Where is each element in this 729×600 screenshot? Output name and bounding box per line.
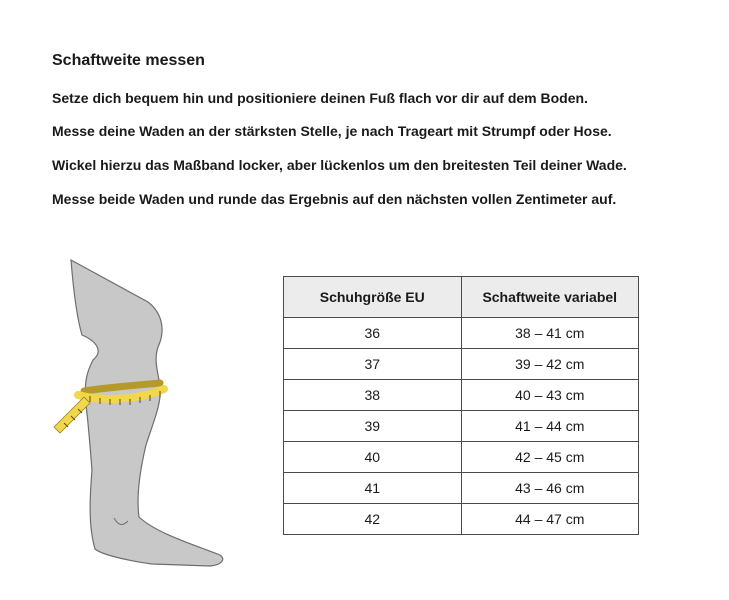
cell-shoe-size: 36 [284,318,462,349]
table-header-row [284,277,639,318]
header-shoe-size: Schuhgröße EU [284,277,462,318]
instruction-sit: Setze dich bequem hin und positioniere deinen Fuß flach vor dir auf dem Boden. [52,90,588,106]
header-shaft-width: Schaftweite variabel [461,277,639,318]
cell-shaft-width: 44 – 47 cm [461,504,639,535]
table-row [284,504,639,535]
page-title: Schaftweite messen [52,52,205,69]
table-row [284,442,639,473]
instruction-wrap-tape: Wickel hierzu das Maßband locker, aber lückenlos um den breitesten Teil deiner Wade. [52,157,627,173]
cell-shoe-size: 40 [284,442,462,473]
leg-silhouette [71,260,223,566]
cell-shaft-width: 38 – 41 cm [461,318,639,349]
cell-shaft-width: 42 – 45 cm [461,442,639,473]
table-row [284,473,639,504]
measuring-tape-end [54,397,90,433]
cell-shaft-width: 41 – 44 cm [461,411,639,442]
cell-shoe-size: 37 [284,349,462,380]
table-row [284,380,639,411]
cell-shoe-size: 41 [284,473,462,504]
instruction-measure-calves: Messe deine Waden an der stärksten Stelle, je nach Trageart mit Strumpf oder Hose. [52,123,612,139]
cell-shoe-size: 42 [284,504,462,535]
table-row [284,318,639,349]
cell-shaft-width: 40 – 43 cm [461,380,639,411]
size-table [283,276,639,535]
cell-shoe-size: 39 [284,411,462,442]
instruction-round-up: Messe beide Waden und runde das Ergebnis auf den nächsten vollen Zentimeter auf. [52,191,617,207]
table-row [284,411,639,442]
cell-shaft-width: 39 – 42 cm [461,349,639,380]
cell-shoe-size: 38 [284,380,462,411]
leg-with-measuring-tape-icon [40,255,240,575]
cell-shaft-width: 43 – 46 cm [461,473,639,504]
table-row [284,349,639,380]
